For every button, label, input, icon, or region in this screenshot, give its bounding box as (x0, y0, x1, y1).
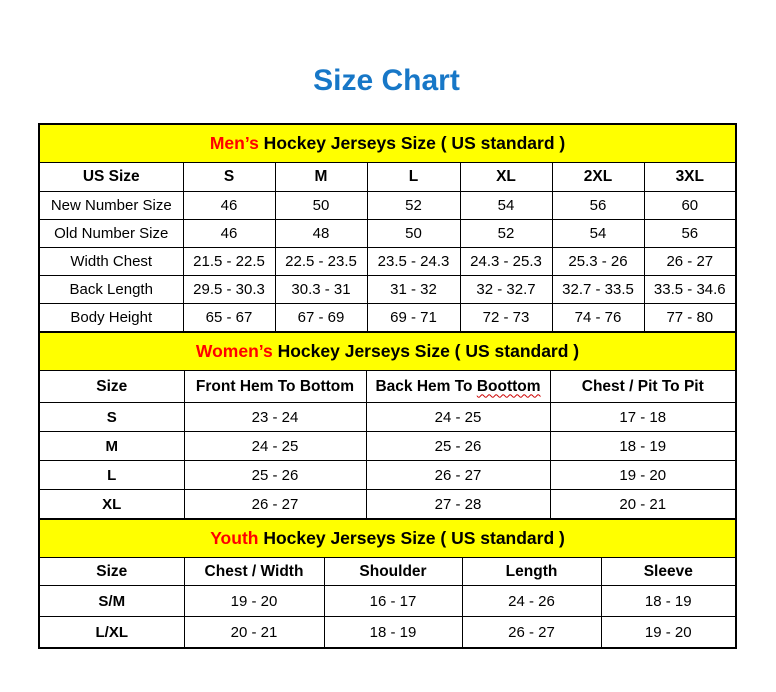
mens-value-cell: 32 - 32.7 (460, 276, 552, 304)
womens-value-cell: 25 - 26 (366, 432, 550, 461)
mens-header-row (39, 163, 736, 192)
mens-header-cell: 3XL (644, 163, 736, 192)
youth-value-cell: 18 - 19 (601, 586, 736, 617)
youth-row-label: S/M (39, 586, 184, 617)
youth-header-cell: Chest / Width (184, 558, 324, 586)
table-row (39, 432, 736, 461)
womens-value-cell: 17 - 18 (550, 403, 736, 432)
mens-size-table (38, 123, 737, 333)
table-row (39, 276, 736, 304)
youth-value-cell: 26 - 27 (462, 617, 601, 649)
youth-band-highlight: Youth (210, 528, 259, 548)
youth-header-cell: Sleeve (601, 558, 736, 586)
womens-back-hem-misspelled-word: Boottom (476, 377, 541, 395)
womens-header-cell: Front Hem To Bottom (184, 371, 366, 403)
youth-value-cell: 19 - 20 (184, 586, 324, 617)
womens-row-label: L (39, 461, 184, 490)
mens-value-cell: 22.5 - 23.5 (275, 248, 367, 276)
mens-band-row (39, 124, 736, 163)
mens-value-cell: 48 (275, 220, 367, 248)
womens-value-cell: 27 - 28 (366, 490, 550, 520)
mens-value-cell: 26 - 27 (644, 248, 736, 276)
mens-value-cell: 65 - 67 (183, 304, 275, 333)
table-row (39, 490, 736, 520)
mens-row-label: New Number Size (39, 192, 183, 220)
table-row (39, 403, 736, 432)
youth-value-cell: 24 - 26 (462, 586, 601, 617)
mens-value-cell: 56 (552, 192, 644, 220)
mens-value-cell: 31 - 32 (367, 276, 460, 304)
table-row (39, 192, 736, 220)
page-title: Size Chart (313, 64, 460, 97)
youth-header-cell: Length (462, 558, 601, 586)
womens-band-highlight: Women’s (195, 341, 273, 361)
mens-value-cell: 33.5 - 34.6 (644, 276, 736, 304)
mens-value-cell: 69 - 71 (367, 304, 460, 333)
youth-header-row (39, 558, 736, 586)
womens-value-cell: 24 - 25 (366, 403, 550, 432)
womens-value-cell: 23 - 24 (184, 403, 366, 432)
mens-value-cell: 50 (275, 192, 367, 220)
mens-header-cell: XL (460, 163, 552, 192)
mens-value-cell: 32.7 - 33.5 (552, 276, 644, 304)
youth-size-table (38, 518, 737, 649)
youth-header-cell: Size (39, 558, 184, 586)
youth-value-cell: 16 - 17 (324, 586, 462, 617)
womens-value-cell: 26 - 27 (184, 490, 366, 520)
womens-header-cell: Size (39, 371, 184, 403)
mens-band-rest: Hockey Jerseys Size ( US standard ) (258, 133, 566, 153)
mens-row-label: Body Height (39, 304, 183, 333)
mens-value-cell: 24.3 - 25.3 (460, 248, 552, 276)
womens-value-cell: 24 - 25 (184, 432, 366, 461)
womens-row-label: XL (39, 490, 184, 520)
table-row (39, 617, 736, 649)
mens-value-cell: 72 - 73 (460, 304, 552, 333)
womens-value-cell: 25 - 26 (184, 461, 366, 490)
mens-value-cell: 52 (367, 192, 460, 220)
youth-value-cell: 18 - 19 (324, 617, 462, 649)
womens-back-hem-prefix: Back Hem To (375, 377, 477, 395)
mens-header-cell: M (275, 163, 367, 192)
womens-value-cell: 26 - 27 (366, 461, 550, 490)
mens-row-label: Old Number Size (39, 220, 183, 248)
mens-value-cell: 54 (460, 192, 552, 220)
mens-value-cell: 21.5 - 22.5 (183, 248, 275, 276)
mens-value-cell: 29.5 - 30.3 (183, 276, 275, 304)
table-row (39, 248, 736, 276)
mens-value-cell: 67 - 69 (275, 304, 367, 333)
youth-value-cell: 19 - 20 (601, 617, 736, 649)
mens-row-label: Width Chest (39, 248, 183, 276)
mens-value-cell: 77 - 80 (644, 304, 736, 333)
mens-value-cell: 52 (460, 220, 552, 248)
mens-value-cell: 23.5 - 24.3 (367, 248, 460, 276)
womens-value-cell: 18 - 19 (550, 432, 736, 461)
mens-header-cell: US Size (39, 163, 183, 192)
youth-band-title (39, 519, 736, 558)
mens-value-cell: 50 (367, 220, 460, 248)
mens-value-cell: 46 (183, 220, 275, 248)
table-row (39, 586, 736, 617)
mens-value-cell: 54 (552, 220, 644, 248)
mens-value-cell: 74 - 76 (552, 304, 644, 333)
womens-band-rest: Hockey Jerseys Size ( US standard ) (272, 341, 580, 361)
youth-row-label: L/XL (39, 617, 184, 649)
mens-header-cell: S (183, 163, 275, 192)
womens-band-row (39, 332, 736, 371)
youth-value-cell: 20 - 21 (184, 617, 324, 649)
mens-value-cell: 25.3 - 26 (552, 248, 644, 276)
mens-row-label: Back Length (39, 276, 183, 304)
womens-size-table (38, 331, 737, 520)
table-row (39, 304, 736, 333)
mens-value-cell: 46 (183, 192, 275, 220)
womens-row-label: M (39, 432, 184, 461)
youth-band-row (39, 519, 736, 558)
mens-header-cell: L (367, 163, 460, 192)
mens-value-cell: 60 (644, 192, 736, 220)
mens-band-title (39, 124, 736, 163)
womens-value-cell: 19 - 20 (550, 461, 736, 490)
mens-band-highlight: Men’s (209, 133, 259, 153)
youth-band-rest: Hockey Jerseys Size ( US standard ) (258, 528, 565, 548)
womens-header-cell: Chest / Pit To Pit (550, 371, 736, 403)
womens-value-cell: 20 - 21 (550, 490, 736, 520)
youth-header-cell: Shoulder (324, 558, 462, 586)
womens-header-cell (366, 371, 550, 403)
table-row (39, 461, 736, 490)
mens-value-cell: 30.3 - 31 (275, 276, 367, 304)
mens-header-cell: 2XL (552, 163, 644, 192)
womens-band-title (39, 332, 736, 371)
womens-row-label: S (39, 403, 184, 432)
womens-header-row (39, 371, 736, 403)
mens-value-cell: 56 (644, 220, 736, 248)
size-chart (38, 123, 735, 649)
table-row (39, 220, 736, 248)
